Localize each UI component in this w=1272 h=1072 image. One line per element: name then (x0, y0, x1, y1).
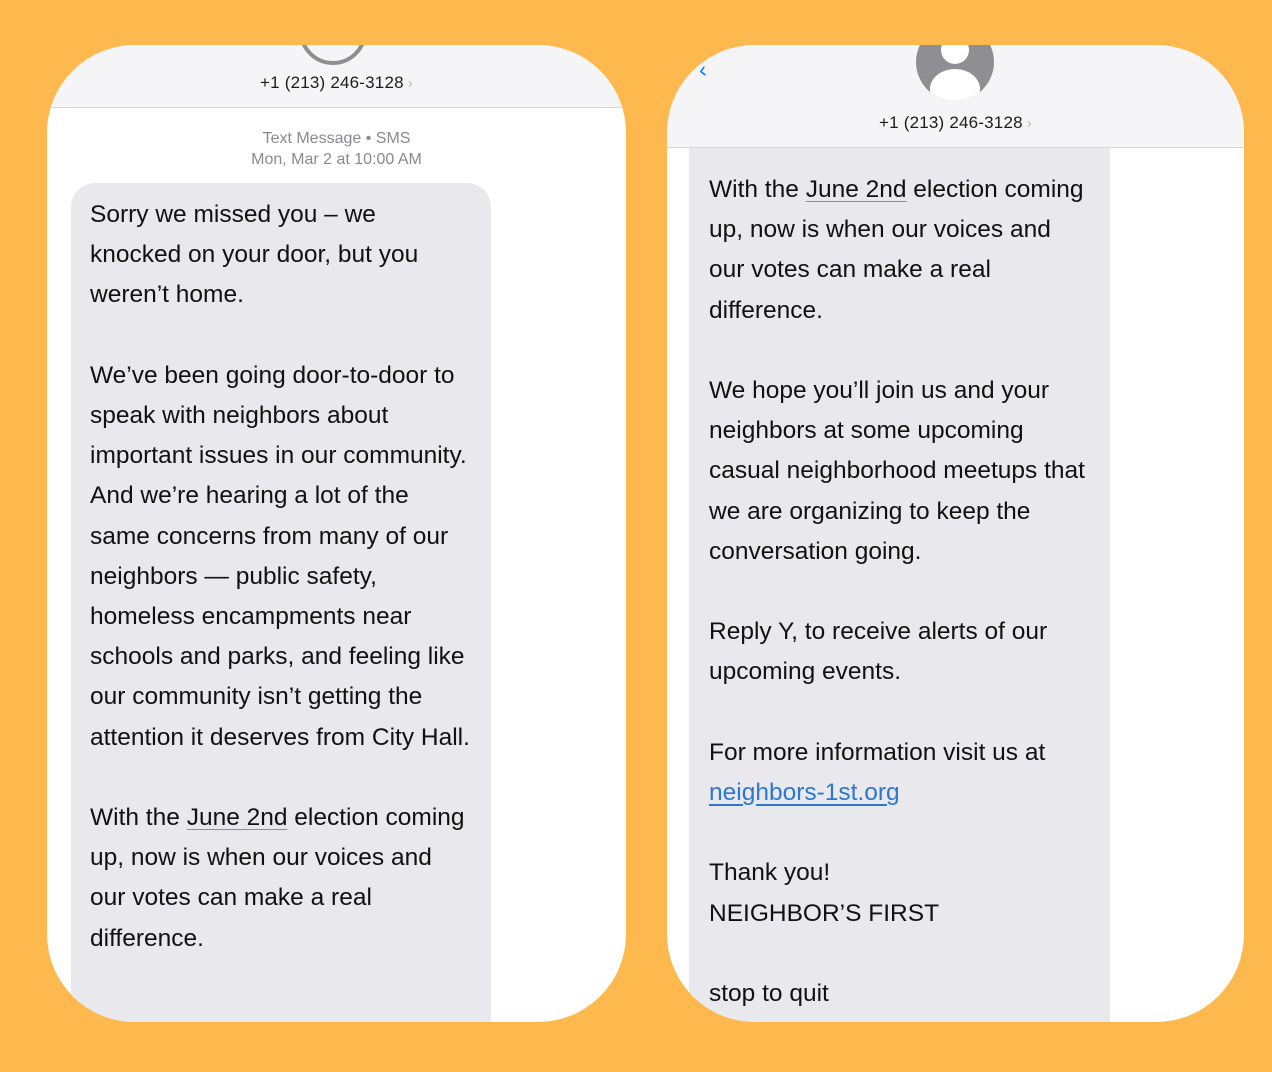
message-text: election coming up, now is when our voices and our votes can make a real difference. (709, 176, 1084, 324)
message-text: With the (90, 804, 187, 832)
message-date-label: Mon, Mar 2 at 10:00 AM (251, 151, 422, 168)
opt-out-instruction: stop to quit (709, 979, 829, 1007)
message-paragraph: Reply Y, to receive alerts of our upcoming events. (709, 618, 1048, 686)
message-paragraph (709, 853, 1091, 933)
message-paragraph (709, 170, 1091, 331)
left-phone-screen (47, 45, 626, 1022)
chevron-right-icon: › (407, 75, 413, 92)
message-text: Thank you! (709, 859, 831, 887)
contact-avatar-icon[interactable] (299, 45, 367, 65)
incoming-message-bubble[interactable] (689, 148, 1110, 1022)
message-paragraph: We hope you’ll join us and your neighbors at some upcoming casual neighborhood meetups that we are organizing to keep the conversation going. (709, 377, 1085, 565)
message-paragraph (709, 733, 1091, 813)
message-timestamp (47, 128, 626, 170)
message-paragraph: Sorry we missed you – we knocked on your door, but you weren’t home. (90, 201, 419, 309)
conversation-header (667, 45, 1244, 148)
contact-avatar-icon[interactable] (916, 45, 994, 101)
message-text: election coming up, now is when our voices and our votes can make a real difference. (90, 804, 465, 952)
sender-signature: NEIGHBOR’S FIRST (709, 899, 940, 927)
contact-name-button[interactable] (47, 73, 626, 93)
incoming-message-bubble[interactable] (71, 183, 491, 1022)
contact-phone-number: +1 (213) 246-3128 (260, 73, 404, 92)
back-chevron-icon[interactable]: ‹ (697, 56, 708, 83)
conversation-header (47, 45, 626, 108)
right-phone-screen (667, 45, 1244, 1022)
contact-name-button[interactable] (667, 113, 1244, 133)
message-paragraph (90, 798, 472, 959)
message-text: With the (709, 176, 806, 203)
message-text: For more information visit us at (709, 738, 1046, 766)
avatar-body-shape (930, 69, 980, 101)
date-detector-link[interactable]: June 2nd (805, 176, 907, 203)
contact-phone-number: +1 (213) 246-3128 (879, 113, 1023, 132)
chevron-right-icon: › (1026, 115, 1032, 132)
date-detector-link[interactable]: June 2nd (186, 804, 288, 832)
website-link[interactable]: neighbors-1st.org (709, 779, 900, 806)
message-paragraph: We’ve been going door-to-door to speak with neighbors about important issues in our community. And we’re hearing a lot of the same concerns from many of our neighbors — public safety, homeless encampments near schools and parks, and feeling like our community isn’t getting the attention it deserves from City Hall. (90, 361, 470, 751)
message-type-label: Text Message • SMS (262, 130, 411, 147)
avatar-head-shape (941, 45, 969, 64)
